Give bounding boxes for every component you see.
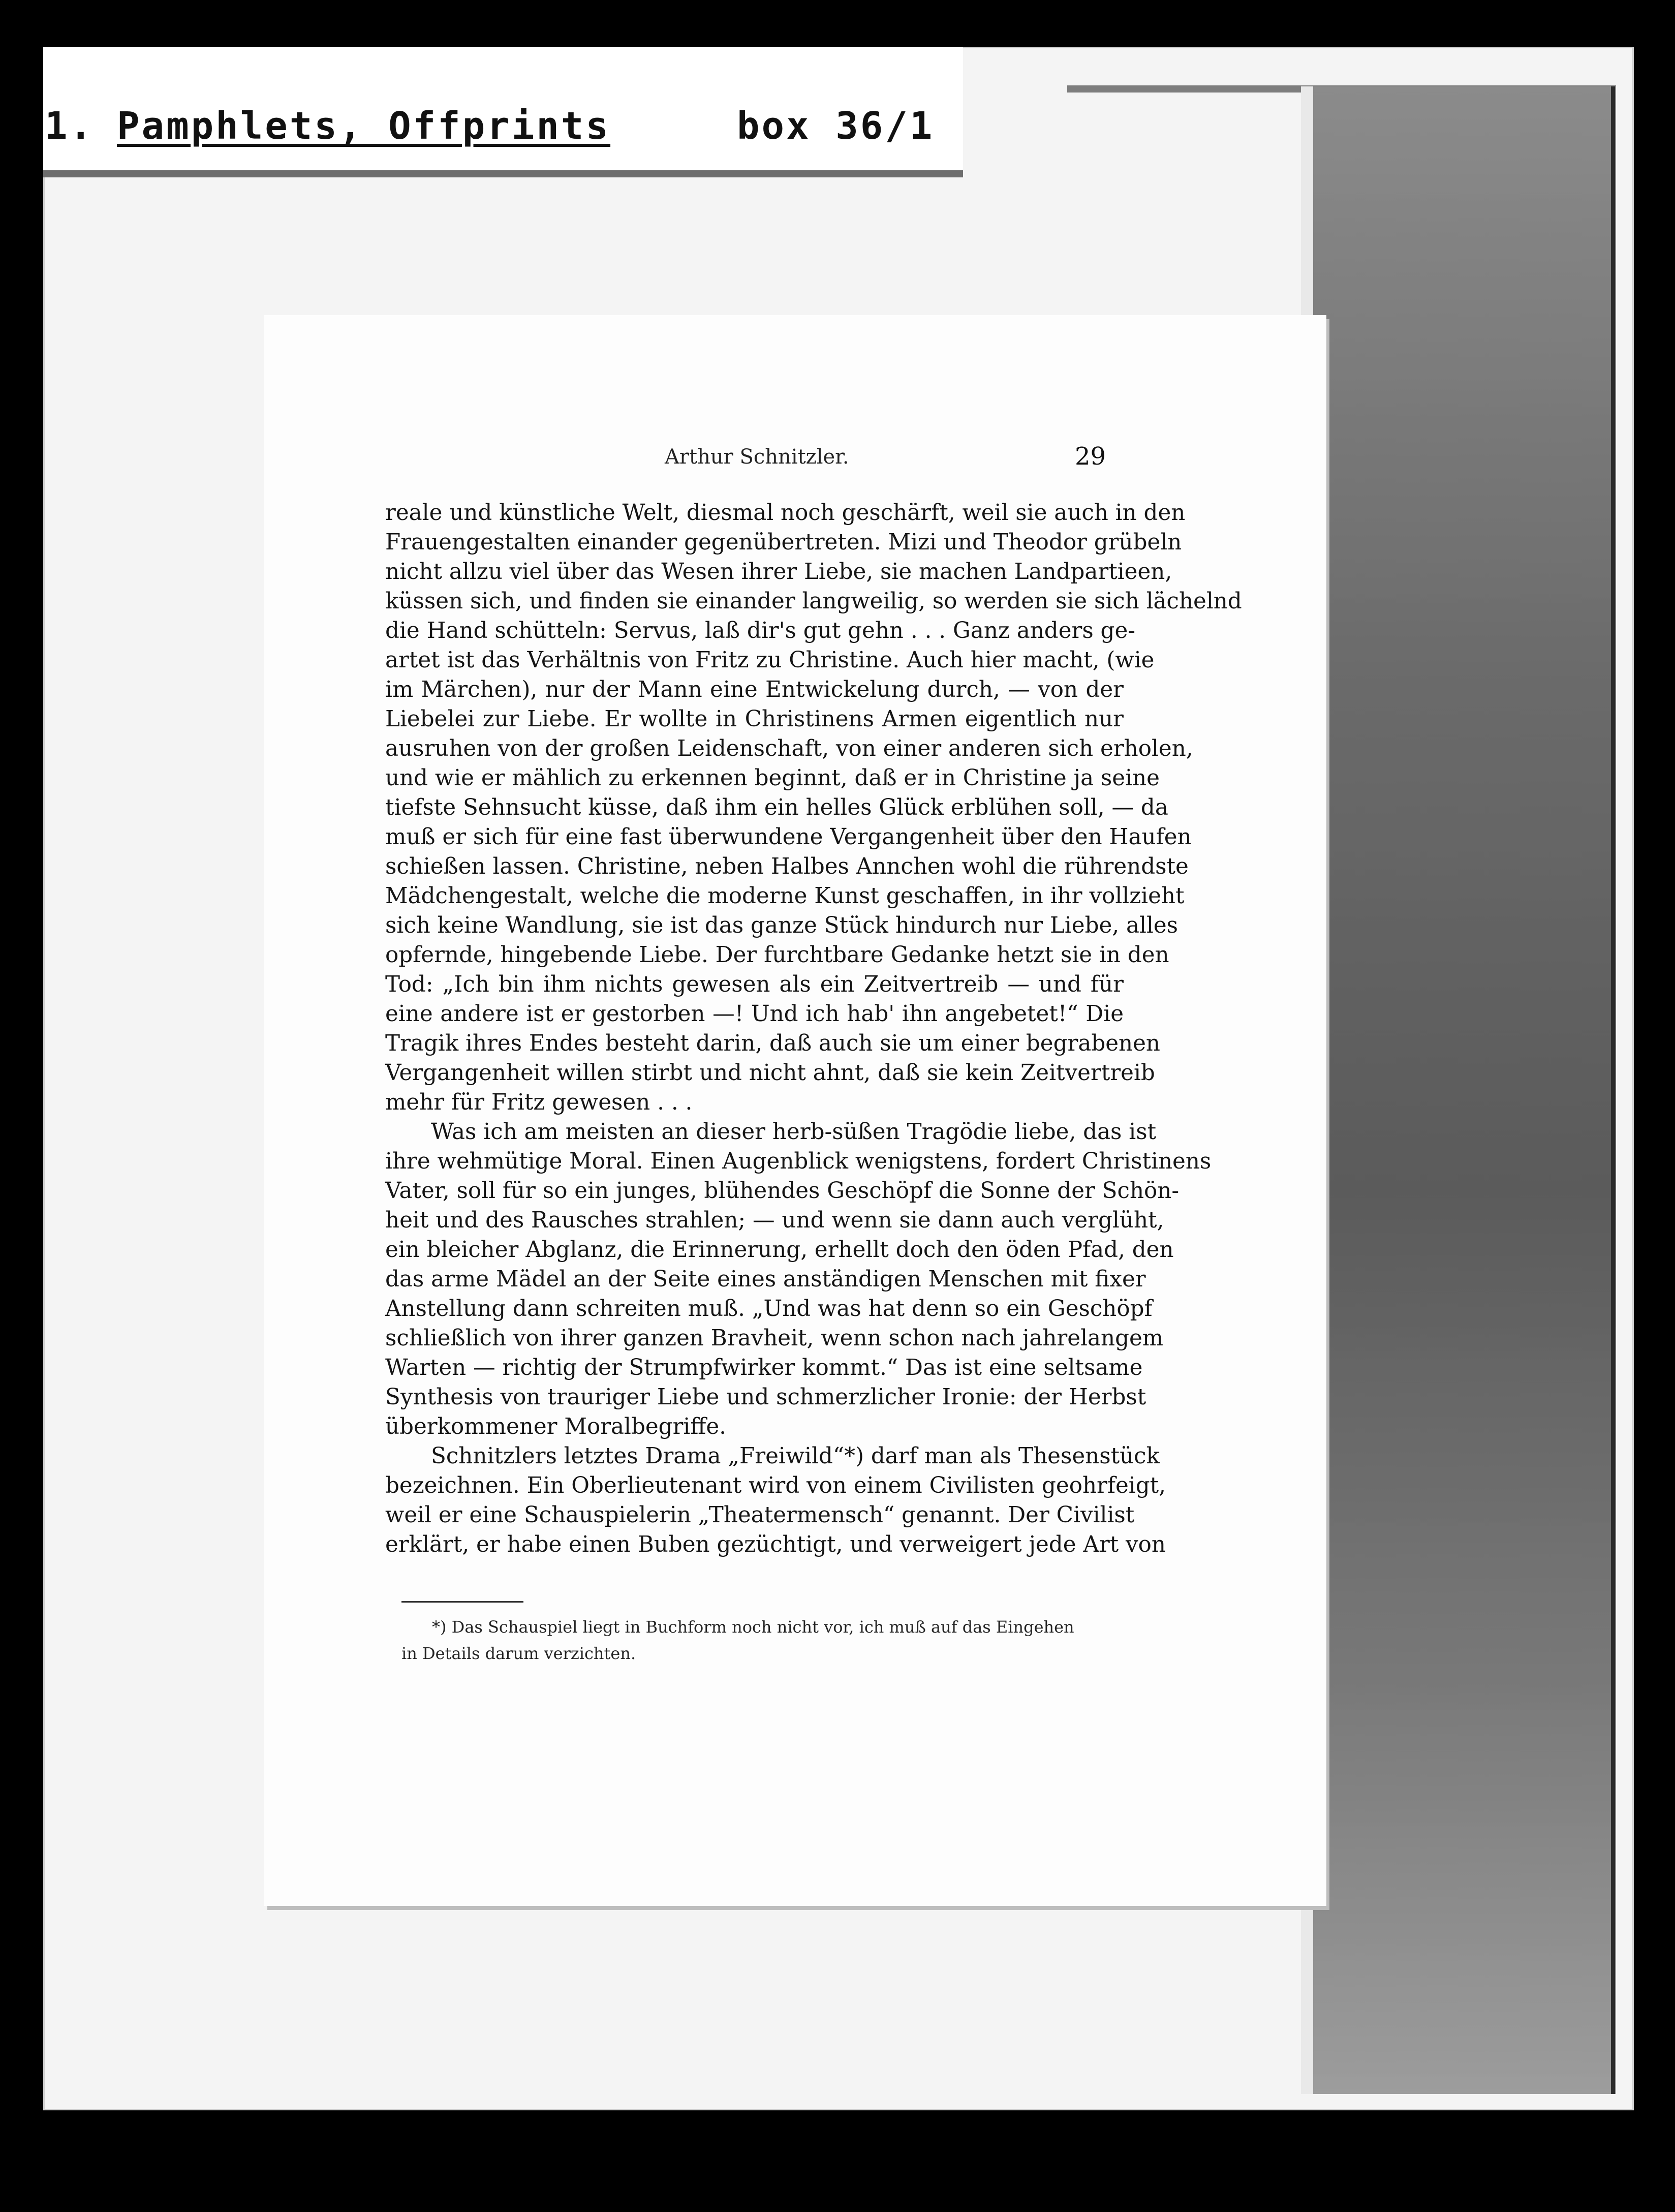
footnote-rule bbox=[401, 1601, 523, 1603]
offprint-page bbox=[264, 315, 1326, 1906]
text-line: erklärt, er habe einen Buben gezüchtigt, und verweigert jede Art von bbox=[385, 1532, 1166, 1557]
text-line: Synthesis von trauriger Liebe und schmerzlicher Ironie: der Herbst bbox=[385, 1385, 1146, 1410]
text-line: bezeichnen. Ein Oberlieutenant wird von einem Civilisten geohrfeigt, bbox=[385, 1473, 1166, 1498]
card-right-edge bbox=[1611, 86, 1615, 2094]
header-title: Pamphlets, Offprints bbox=[117, 104, 611, 148]
text-line: sich keine Wandlung, sie ist das ganze Stück hindurch nur Liebe, alles bbox=[385, 913, 1178, 938]
text-line: Liebelei zur Liebe. Er wollte in Christinens Armen eigentlich nur bbox=[385, 706, 1124, 732]
text-line: Schnitzlers letztes Drama „Freiwild“*) darf man als Thesenstück bbox=[431, 1443, 1160, 1469]
text-line: Anstellung dann schreiten muß. „Und was hat denn so ein Geschöpf bbox=[385, 1296, 1153, 1322]
text-line: ausruhen von der großen Leidenschaft, von einer anderen sich erholen, bbox=[385, 736, 1193, 761]
running-head-author: Arthur Schnitzler. bbox=[665, 445, 849, 469]
text-line: Mädchengestalt, welche die moderne Kunst geschaffen, in ihr vollzieht bbox=[385, 883, 1185, 909]
text-line: küssen sich, und finden sie einander langweilig, so werden sie sich lächelnd bbox=[385, 589, 1242, 614]
text-line: ihre wehmütige Moral. Einen Augenblick wenigstens, fordert Christinens bbox=[385, 1149, 1212, 1174]
mounting-card bbox=[1311, 86, 1616, 2094]
text-line: Frauengestalten einander gegenübertreten. Mizi und Theodor grübeln bbox=[385, 530, 1182, 555]
text-line: schließlich von ihrer ganzen Bravheit, wenn schon nach jahrelangem bbox=[385, 1326, 1164, 1351]
text-line: artet ist das Verhältnis von Fritz zu Christine. Auch hier macht, (wie bbox=[385, 648, 1155, 673]
text-line: weil er eine Schauspielerin „Theatermensch“ genannt. Der Civilist bbox=[385, 1502, 1135, 1528]
footnote-line: *) Das Schauspiel liegt in Buchform noch nicht vor, ich muß auf das Eingehen bbox=[432, 1617, 1074, 1637]
text-line: Vater, soll für so ein junges, blühendes Geschöpf die Sonne der Schön- bbox=[385, 1178, 1180, 1204]
text-line: ein bleicher Abglanz, die Erinnerung, erhellt doch den öden Pfad, den bbox=[385, 1237, 1174, 1263]
text-line: tiefste Sehnsucht küsse, daß ihm ein helles Glück erblühen soll, — da bbox=[385, 795, 1168, 820]
text-line: die Hand schütteln: Servus, laß dir's gut gehn . . . Ganz anders ge- bbox=[385, 618, 1135, 643]
text-line: mehr für Fritz gewesen . . . bbox=[385, 1090, 693, 1115]
text-line: eine andere ist er gestorben —! Und ich hab' ihn angebetet!“ Die bbox=[385, 1001, 1124, 1027]
text-line: opfernde, hingebende Liebe. Der furchtbare Gedanke hetzt sie in den bbox=[385, 942, 1169, 968]
text-line: überkommener Moralbegriffe. bbox=[385, 1414, 726, 1439]
header-box-label: box 36/1 bbox=[737, 104, 935, 148]
text-line: muß er sich für eine fast überwundene Vergangenheit über den Haufen bbox=[385, 824, 1192, 850]
text-line: Tragik ihres Endes besteht darin, daß auch sie um einer begrabenen bbox=[385, 1031, 1160, 1056]
text-line: nicht allzu viel über das Wesen ihrer Liebe, sie machen Landpartieen, bbox=[385, 559, 1172, 585]
text-line: Was ich am meisten an dieser herb-süßen Tragödie liebe, das ist bbox=[431, 1119, 1157, 1145]
body-text bbox=[385, 498, 1242, 1559]
footnote bbox=[401, 1614, 1123, 1667]
text-line: Tod: „Ich bin ihm nichts gewesen als ein Zeitvertreib — und für bbox=[385, 972, 1124, 997]
text-line: das arme Mädel an der Seite eines anständigen Menschen mit fixer bbox=[385, 1267, 1146, 1292]
text-line: schießen lassen. Christine, neben Halbes Annchen wohl die rührendste bbox=[385, 854, 1189, 879]
text-line: im Märchen), nur der Mann eine Entwickelung durch, — von der bbox=[385, 677, 1124, 702]
header-number: 1. bbox=[45, 104, 95, 148]
text-line: Vergangenheit willen stirbt und nicht ahnt, daß sie kein Zeitvertreib bbox=[385, 1060, 1155, 1086]
page-number: 29 bbox=[1075, 442, 1106, 471]
text-line: und wie er mählich zu erkennen beginnt, daß er in Christine ja seine bbox=[385, 765, 1160, 791]
text-line: heit und des Rausches strahlen; — und wenn sie dann auch verglüht, bbox=[385, 1208, 1164, 1233]
footnote-line: in Details darum verzichten. bbox=[401, 1644, 636, 1663]
text-line: Warten — richtig der Strumpfwirker kommt.“ Das ist eine seltsame bbox=[385, 1355, 1143, 1380]
text-line: reale und künstliche Welt, diesmal noch geschärft, weil sie auch in den bbox=[385, 500, 1186, 526]
header-divider bbox=[43, 170, 963, 177]
